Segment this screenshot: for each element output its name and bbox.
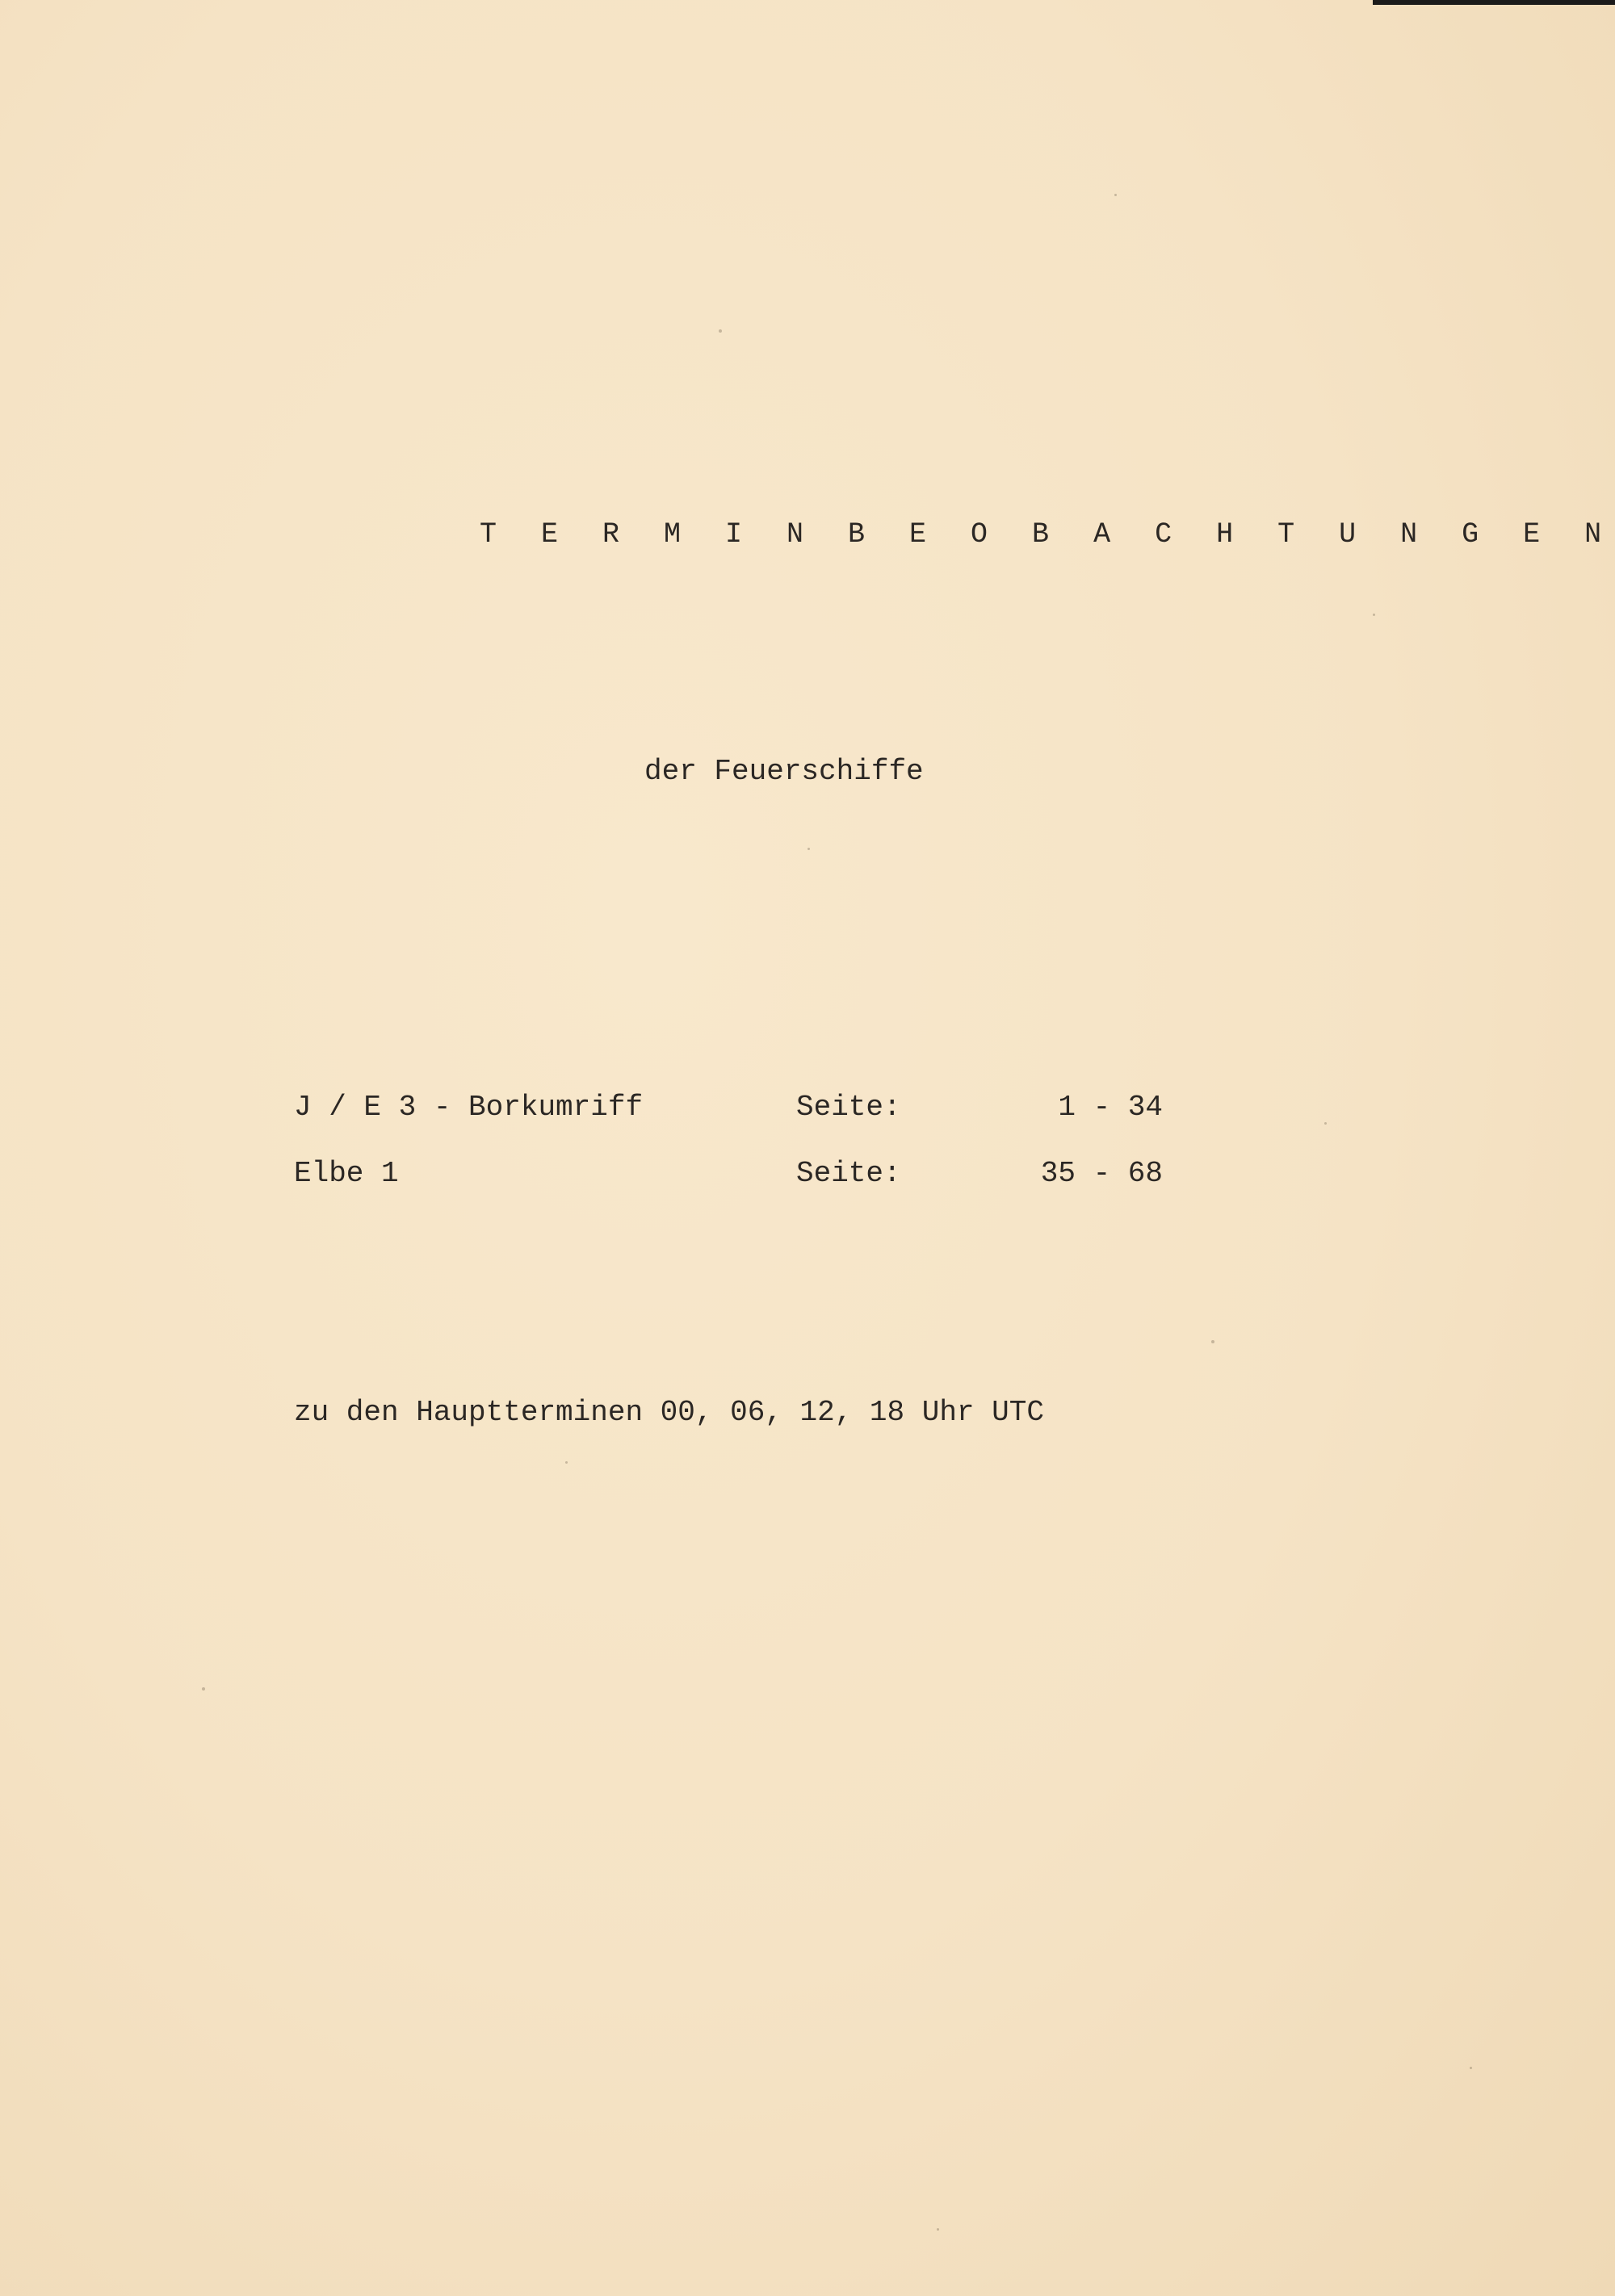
paper-speck	[719, 329, 722, 333]
paper-speck	[1373, 614, 1375, 616]
entry-page-label: Seite:	[796, 1091, 901, 1124]
observation-times: zu den Hauptterminen 00, 06, 12, 18 Uhr UTC	[294, 1396, 1044, 1429]
document-title: T E R M I N B E O B A C H T U N G E N	[480, 518, 1615, 551]
paper-speck	[1211, 1340, 1214, 1343]
paper-speck	[1324, 1122, 1327, 1125]
paper-speck	[808, 848, 810, 850]
paper-speck	[202, 1687, 205, 1691]
paper-speck	[565, 1461, 568, 1464]
entry-page-label: Seite:	[796, 1157, 901, 1190]
paper-speck	[937, 2228, 939, 2231]
entry-name: Elbe 1	[294, 1157, 399, 1190]
entry-page-range: 35 - 68	[1040, 1157, 1163, 1190]
scan-edge	[1373, 0, 1615, 5]
paper-speck	[1470, 2067, 1472, 2069]
paper-speck	[1114, 194, 1117, 196]
entry-name: J / E 3 - Borkumriff	[294, 1091, 644, 1124]
document-subtitle: der Feuerschiffe	[644, 755, 924, 788]
entry-page-range: 1 - 34	[1058, 1091, 1163, 1124]
